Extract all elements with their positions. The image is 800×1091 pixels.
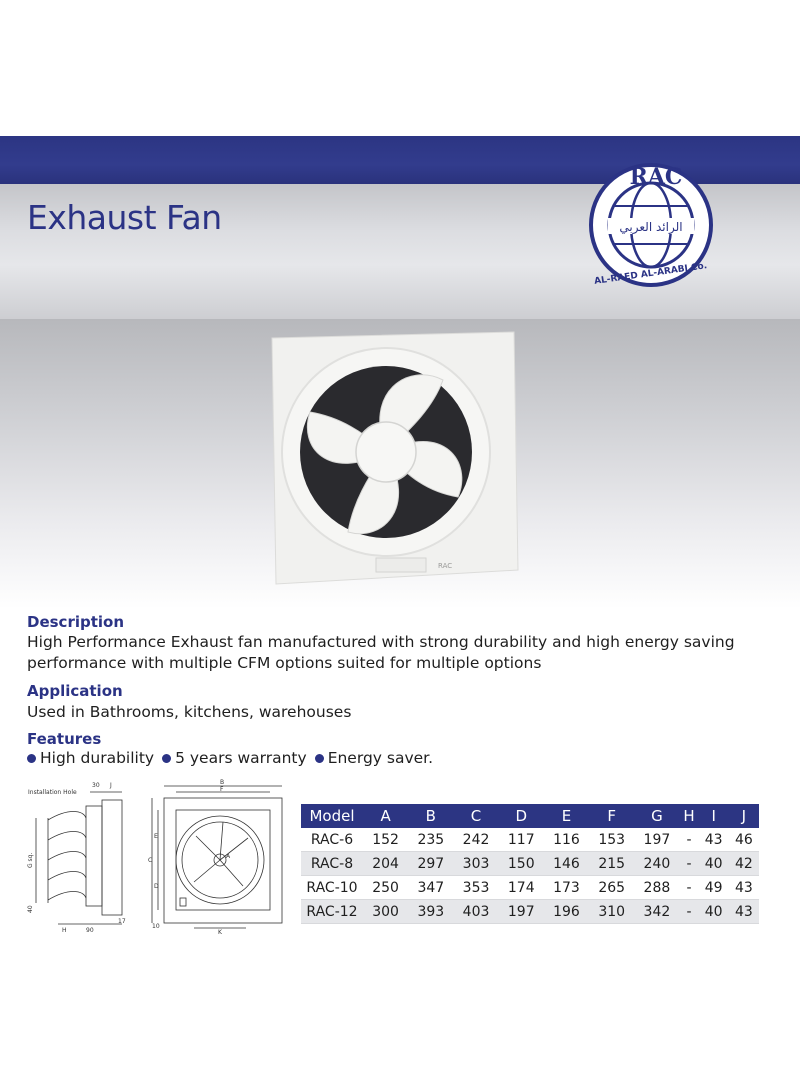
application-text: Used in Bathrooms, kitchens, warehouses [27, 703, 352, 721]
col-i: I [699, 804, 729, 828]
page-title: Exhaust Fan [27, 198, 222, 237]
col-d: D [499, 804, 544, 828]
col-h: H [680, 804, 699, 828]
label-dim-k: K [218, 929, 222, 936]
col-e: E [544, 804, 589, 828]
label-installation-hole: Installation Hole [28, 789, 77, 796]
col-b: B [408, 804, 453, 828]
feature-item: 5 years warranty [162, 749, 307, 767]
table-row: RAC-10 250 347 353 174 173 265 288 - 49 43 [301, 876, 759, 900]
feature-item: High durability [27, 749, 154, 767]
table-row: RAC-6 152 235 242 117 116 153 197 - 43 46 [301, 828, 759, 852]
label-dim-d: D [154, 883, 159, 890]
bullet-dot-icon [27, 754, 36, 763]
dimension-drawing [28, 778, 293, 936]
label-dim-j: J [110, 782, 112, 789]
col-model: Model [301, 804, 363, 828]
features-heading: Features [27, 730, 102, 748]
label-dim-f: F [220, 786, 224, 793]
col-f: F [589, 804, 634, 828]
logo-letters: RAC [629, 164, 683, 190]
bullet-dot-icon [162, 754, 171, 763]
description-heading: Description [27, 613, 125, 631]
label-dim-a: A [226, 853, 231, 860]
feature-item: Energy saver. [315, 749, 433, 767]
table-row: RAC-8 204 297 303 150 146 215 240 - 40 42 [301, 852, 759, 876]
fan-model-mark: RAC [438, 562, 453, 570]
col-g: G [634, 804, 679, 828]
logo-caption: AL-RAED AL-ARABI Co. [593, 261, 708, 287]
company-logo [586, 148, 716, 303]
label-dim-90: 90 [86, 927, 94, 934]
logo-arabic-text: الرائد العربي [619, 220, 683, 234]
col-a: A [363, 804, 408, 828]
label-dim-30: 30 [92, 782, 100, 789]
features-list [27, 749, 441, 767]
description-line-1: High Performance Exhaust fan manufactured with strong durability and high energy saving [27, 633, 735, 651]
bullet-dot-icon [315, 754, 324, 763]
label-dim-b: B [220, 779, 225, 786]
spec-table [301, 804, 759, 924]
table-row: RAC-12 300 393 403 197 196 310 342 - 40 43 [301, 900, 759, 924]
label-dim-17: 17 [118, 918, 126, 925]
label-dim-c: C [148, 857, 153, 864]
description-line-2: performance with multiple CFM options suited for multiple options [27, 654, 542, 672]
application-heading: Application [27, 682, 123, 700]
col-c: C [453, 804, 498, 828]
label-dim-g: G sq. [27, 852, 34, 868]
col-j: J [729, 804, 759, 828]
spec-table-header [301, 804, 759, 828]
label-dim-10: 10 [152, 923, 160, 930]
label-dim-40: 40 [27, 905, 34, 913]
label-dim-e: E [154, 833, 158, 840]
label-dim-h: H [62, 927, 67, 934]
exhaust-fan-image [268, 332, 518, 587]
